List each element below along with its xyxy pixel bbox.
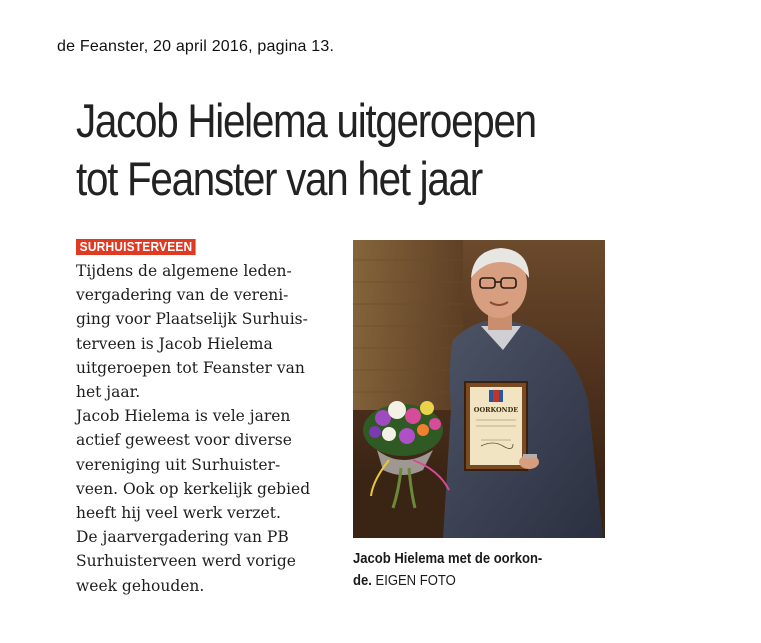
- body-line: Tijdens de algemene leden-: [76, 262, 292, 280]
- photo-caption: [353, 548, 587, 592]
- dateline-label: SURHUISTERVEEN: [76, 239, 196, 255]
- headline: [76, 92, 609, 208]
- article-photo: [353, 240, 605, 538]
- body-line: De jaarvergadering van PB: [76, 528, 289, 547]
- headline-line-2: tot Feanster van het jaar: [76, 152, 482, 205]
- body-line: week gehouden.: [76, 576, 205, 595]
- body-line: veen. Ook op kerkelijk gebied: [76, 479, 311, 498]
- headline-line-1: Jacob Hielema uitgeroepen: [76, 94, 536, 147]
- body-line: vereniging uit Surhuister-: [76, 455, 281, 474]
- body-line: ging voor Plaatselijk Surhuis-: [76, 310, 308, 329]
- body-line: het jaar.: [76, 383, 141, 402]
- certificate-title: OORKONDE: [473, 406, 519, 414]
- body-line: heeft hij veel werk verzet.: [76, 504, 281, 523]
- body-line: uitgeroepen tot Feanster van: [76, 358, 305, 377]
- caption-line-1: Jacob Hielema met de oorkon-: [353, 551, 543, 567]
- body-line: actief geweest voor diverse: [76, 431, 292, 450]
- source-citation: de Feanster, 20 april 2016, pagina 13.: [57, 38, 335, 55]
- photo-credit: EIGEN FOTO: [375, 573, 456, 589]
- caption-line-2: de.: [353, 573, 372, 589]
- body-line: Jacob Hielema is vele jaren: [76, 407, 291, 426]
- body-line: Surhuisterveen werd vorige: [76, 552, 296, 571]
- body-line: vergadering van de vereni-: [76, 286, 289, 305]
- body-line: terveen is Jacob Hielema: [76, 334, 273, 353]
- article-body: [76, 259, 338, 598]
